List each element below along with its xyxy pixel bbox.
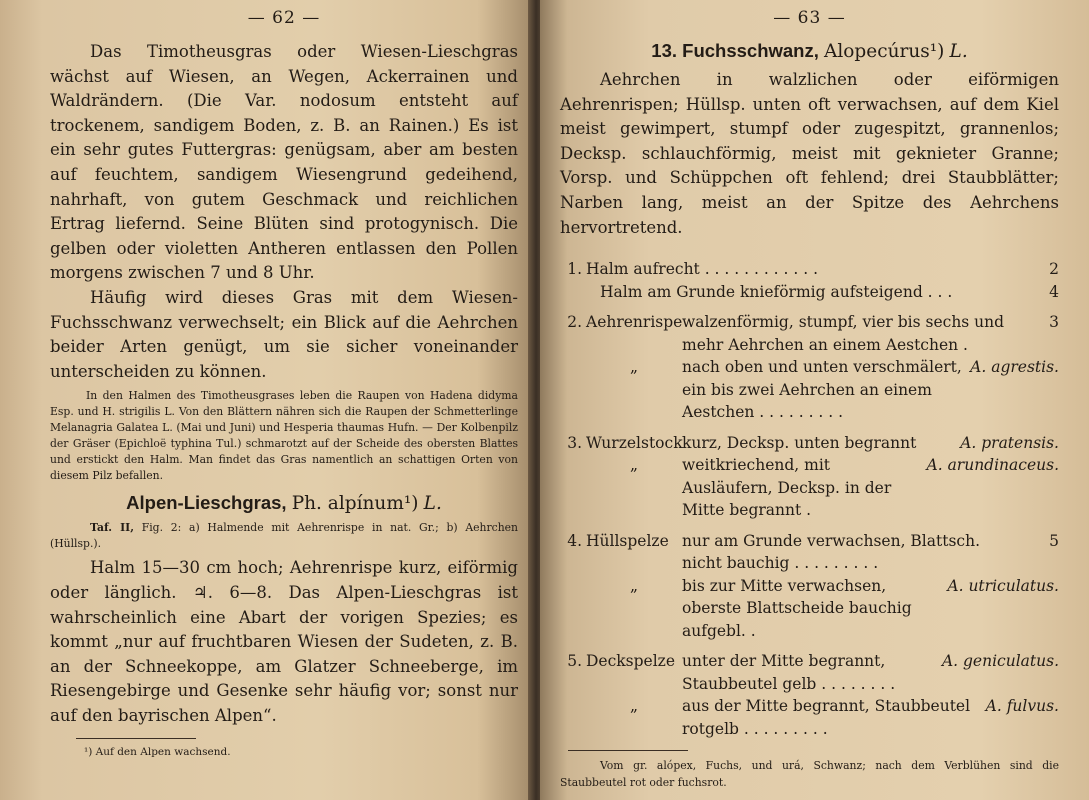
heading-author: L. <box>423 493 442 515</box>
key-lead: Hüllspelze <box>586 531 669 550</box>
key-result: A. arundinaceus. <box>926 456 1059 475</box>
heading-latin: Ph. alpínum¹) <box>291 493 419 515</box>
heading-author: L. <box>949 41 968 62</box>
key-row <box>560 575 1059 643</box>
confusion-paragraph: Häufig wird dieses Gras mit dem Wiesen-Fuchsschwanz verwechselt; ein Blick auf die Aehrchen beider Arten genügt, um sie sicher voneinander unterscheiden zu können. <box>50 287 518 381</box>
footnote-rule <box>568 750 688 751</box>
timotheus-paragraph: Das Timotheusgras oder Wiesen-Lieschgras wächst auf Wiesen, an Wegen, Ackerrainen und Waldrändern. (Die Var. nodosum entsteht auf trockenem, sandigem Boden, z. B. an Rainen.) Es ist ein sehr gutes Futtergras: genügsam, aber am besten auf feuchtem, sandigem Wiesengrund gedeihend, nahrhaft, von gutem Geschmack und reichlichen Ertrag liefernd. Seine Blüten sind protogynisch. Die gelben oder violetten Antheren entlassen den Pollen morgens zwischen 7 und 8 Uhr. <box>50 42 518 283</box>
page-number-62: — 62 — <box>247 8 321 28</box>
right-page <box>540 0 1089 800</box>
left-page <box>0 0 530 800</box>
alpen-paragraph: Halm 15—30 cm hoch; Aehrenrispe kurz, eiförmig oder länglich. ♃. 6—8. Das Alpen-Lieschgras ist wahrscheinlich eine Abart der vorigen Spezies; es kommt „nur auf fruchtbaren Wiesen der Sudeten, z. B. an der Schneekoppe, am Glatzer Schneeberge, im Riesengebirge und Gesenke sehr häufig vor; sonst nur auf den bayrischen Alpen“. <box>50 558 518 725</box>
key-lead: „ <box>629 697 639 716</box>
key-result: A. fulvus. <box>985 697 1059 716</box>
key-text: bis zur Mitte verwachsen, oberste Blattscheide bauchig aufgebl. . <box>682 576 912 640</box>
key-number: 2. <box>567 313 582 332</box>
key-number: 1. <box>567 260 582 279</box>
key-row <box>560 311 1059 356</box>
heading-bold: Fuchsschwanz, <box>682 40 819 61</box>
key-result: 2 <box>1049 260 1059 279</box>
heading-latin: Alopecúrus¹) <box>824 41 945 62</box>
footnote-rule <box>76 738 196 739</box>
key-result: A. geniculatus. <box>941 652 1059 671</box>
key-text: unter der Mitte begrannt, Staubbeutel gelb . . . . . . . . <box>682 652 896 693</box>
taf-label: Taf. II, <box>90 521 134 535</box>
key-number: 3. <box>567 433 582 452</box>
key-row <box>560 281 1059 304</box>
key-text: kurz, Decksp. unten begrannt <box>682 433 917 452</box>
key-lead: Deckspelze <box>586 652 676 671</box>
page-number-63: — 63 — <box>773 8 846 28</box>
key-row <box>560 432 1059 455</box>
taf-text: Fig. 2: a) Halmende mit Aehrenrispe in nat. Gr.; b) Aehrchen (Hüllsp.). <box>50 521 518 551</box>
heading-number: 13. <box>651 40 677 61</box>
key-lead: „ <box>629 358 639 377</box>
key-number: 5. <box>567 652 582 671</box>
alpen-lieschgras-heading <box>50 492 518 514</box>
key-lead: „ <box>629 456 639 475</box>
left-footnote: ¹) Auf den Alpen wachsend. <box>84 746 231 759</box>
key-row <box>560 356 1059 424</box>
key-text: nur am Grunde verwachsen, Blattsch. nicht bauchig . . . . . . . . . <box>682 531 981 573</box>
key-row <box>560 530 1059 575</box>
key-lead: „ <box>629 576 639 595</box>
key-result: 3 <box>1049 313 1059 332</box>
key-row <box>560 258 1059 281</box>
key-result: A. utriculatus. <box>947 576 1059 595</box>
key-number: 4. <box>567 531 582 550</box>
identification-key <box>560 258 1059 740</box>
key-row <box>560 454 1059 522</box>
key-text: aus der Mitte begrannt, Staubbeutel rotgelb . . . . . . . . . <box>682 697 971 738</box>
key-lead: Aehrenrispe <box>586 313 683 332</box>
key-result: 5 <box>1049 531 1059 550</box>
figure-caption <box>50 520 518 552</box>
key-lead: Wurzelstock <box>586 433 683 452</box>
key-row <box>560 650 1059 695</box>
key-result: A. pratensis. <box>960 433 1059 452</box>
key-text: Halm am Grunde knieförmig aufsteigend . . . <box>600 282 953 301</box>
key-text: Halm aufrecht . . . . . . . . . . . . <box>586 260 819 279</box>
key-result: 4 <box>1049 282 1059 301</box>
key-row <box>560 695 1059 740</box>
genus-description: Aehrchen in walzlichen oder eiförmigen Aehrenrispen; Hüllsp. unten oft verwachsen, auf dem Kiel meist gewimpert, stumpf oder zugespitzt, grannenlos; Decksp. schlauchförmig, meist mit geknieter Granne; Vorsp. und Schüppchen oft fehlend; drei Staubblätter; Narben lang, meist an der Spitze des Aehrchens hervortretend. <box>560 70 1059 237</box>
key-text: weitkriechend, mit Ausläufern, Decksp. in der Mitte begrannt . <box>682 456 892 520</box>
right-footnote: Vom gr. alópex, Fuchs, und urá, Schwanz; nach dem Verblühen sind die Staubbeutel rot oder fuchsrot. <box>560 759 1059 790</box>
key-result: A. agrestis. <box>970 358 1059 377</box>
heading-bold: Alpen-Lieschgras, <box>126 492 287 514</box>
fuchsschwanz-heading <box>560 40 1059 62</box>
key-text: nach oben und unten verschmälert, ein bis zwei Aehrchen an einem Aestchen . . . . . . . . . <box>682 358 962 422</box>
key-text: walzenförmig, stumpf, vier bis sechs und mehr Aehrchen an einem Aestchen . <box>682 313 1005 354</box>
insect-note: In den Halmen des Timotheusgrases leben die Raupen von Hadena didyma Esp. und H. strigilis L. Von den Blättern nähren sich die Raupen der Schmetterlinge Melanagria Galatea L. (Mai und Juni) und Hesperia thaumas Hufn. — Der Kolbenpilz der Gräser (Epichloë typhina Tul.) schmarotzt auf der Scheide des obersten Blattes und erstickt den Halm. Man findet das Gras namentlich an schattigen Orten von diesem Pilz befallen. <box>50 389 518 483</box>
